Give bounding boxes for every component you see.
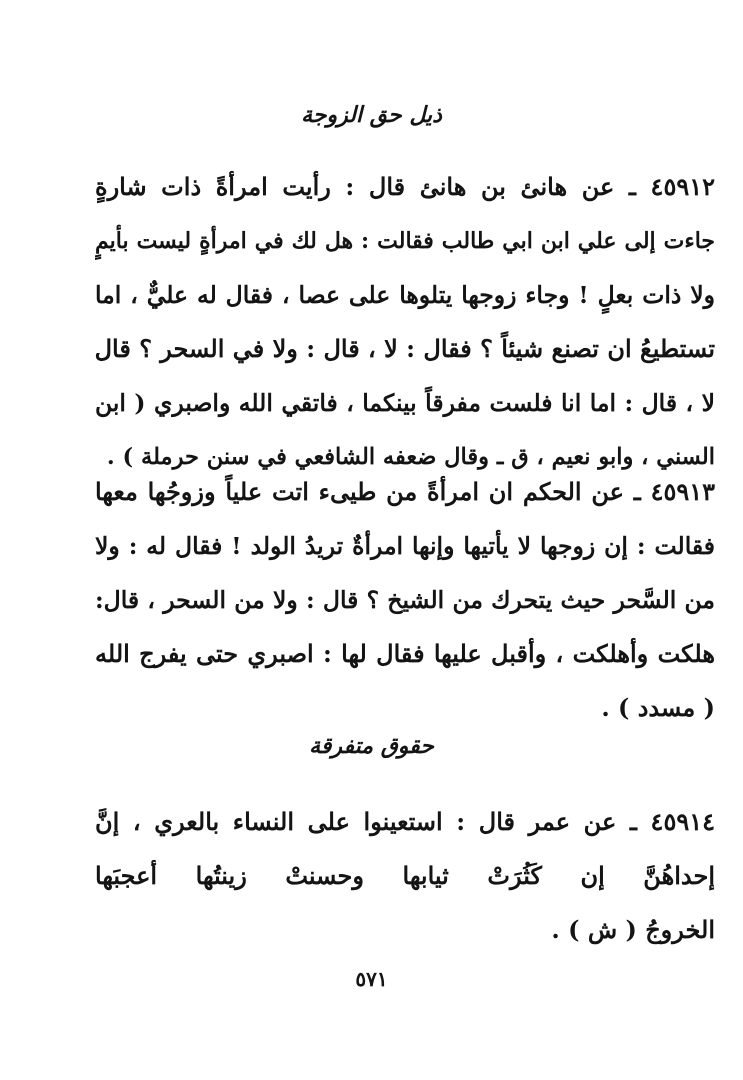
hadith-45913-line-2: فقالت : إن زوجها لا يأتيها وإنها امرأةٌ تريدُ الولد ! فقال له : ولا: [95, 532, 715, 560]
hadith-45914-line-2: إحداهُنَّ إن كَثُرَتْ ثيابها وحسنتْ زينتُها أعجبَها: [95, 861, 715, 890]
page-number: ٥٧١: [355, 967, 388, 991]
hadith-45913-line-3: من السَّحر حيث يتحرك من الشيخ ؟ قال : ولا من السحر ، قال:: [95, 586, 715, 614]
section-heading-misc: حقوق متفرقة: [309, 733, 434, 759]
hadith-45912-line-2: جاءت إلى علي ابن ابي طالب فقالت : هل لك في امرأةٍ ليست بأيمٍ: [95, 228, 715, 254]
section-heading-marriage: ذيل حق الزوجة: [301, 102, 442, 128]
hadith-45912: [95, 160, 715, 484]
hadith-45912-line-4: تستطيعُ ان تصنع شيئاً ؟ فقال : لا ، قال : ولا في السحر ؟ قال: [95, 334, 715, 363]
hadith-45912-line-1: ٤٥٩١٢ ـ عن هانئ بن هانئ قال : رأيت امرأةً ذات شارةٍ: [95, 172, 715, 201]
hadith-45912-line-6: السني ، وابو نعيم ، ق ـ وقال ضعفه الشافعي في سنن حرملة ) .: [106, 444, 715, 470]
hadith-45913-line-1: ٤٥٩١٣ ـ عن الحكم ان امرأةً من طيىء اتت علياً وزوجُها معها: [95, 477, 715, 506]
hadith-45912-line-3: ولا ذات بعلٍ ! وجاء زوجها يتلوها على عصا ، فقال له عليٌّ ، اما: [95, 281, 715, 309]
hadith-45913-line-5: ( مسدد ) .: [601, 693, 715, 722]
hadith-45914-line-1: ٤٥٩١٤ ـ عن عمر قال : استعينوا على النساء بالعري ، إنَّ: [95, 807, 715, 836]
hadith-45914-line-3: الخروجُ ( ش ) .: [551, 915, 715, 944]
hadith-45914: [95, 795, 715, 957]
hadith-45913-line-4: هلكت وأهلكت ، وأقبل عليها فقال لها : اصبري حتى يفرج الله: [95, 639, 715, 668]
hadith-45912-line-5: لا ، قال : اما انا فلست مفرقاً بينكما ، فاتقي الله واصبري ( ابن: [95, 389, 715, 417]
hadith-45913: [95, 465, 715, 735]
